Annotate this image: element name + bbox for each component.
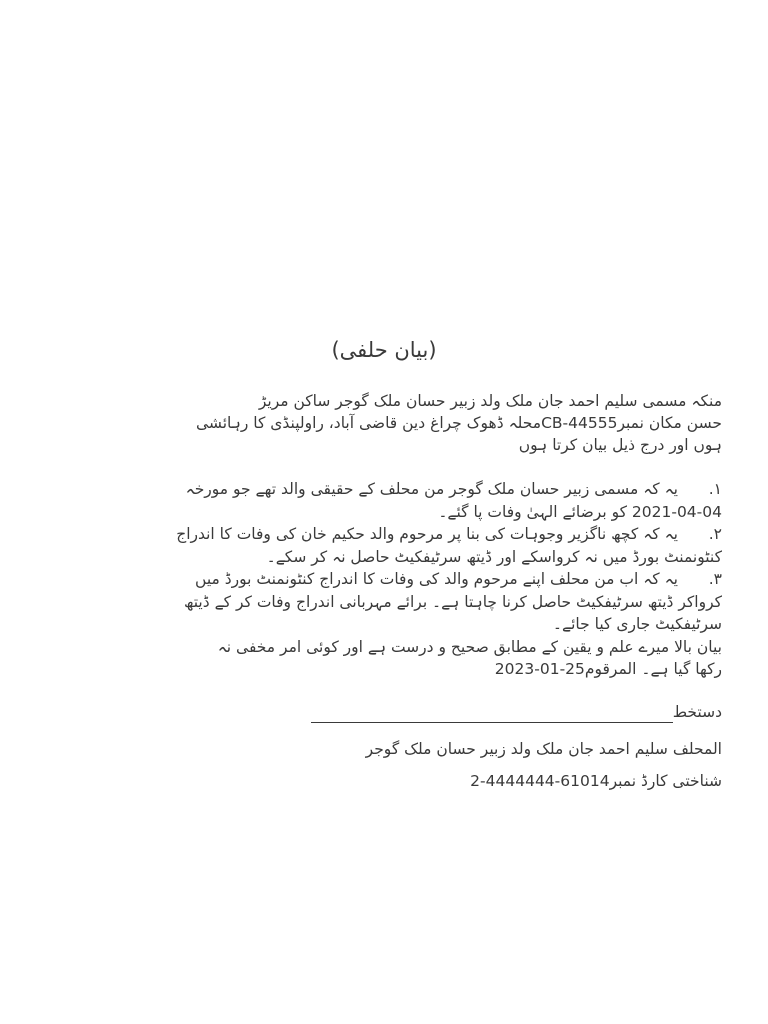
item-line: 2021-04-04 کو برضائے الہیٰ وفات پا گئے۔ [438,502,722,521]
closing-line: رکھا گیا ہے۔ المرقوم25-01-2023 [494,660,722,678]
intro-paragraph [46,390,722,456]
statement-item-2 [46,523,722,546]
item-line: سرٹیفکیٹ جاری کیا جائے۔ [552,615,722,633]
item-line: یہ کہ کچھ ناگزیر وجوہات کی بنا پر مرحوم والد حکیم خان کی وفات کا اندراج [176,525,678,543]
intro-line: حسن مکان نمبرCB-44555محلہ ڈھوک چراغ دین قاضی آباد، راولپنڈی کا رہائشی [195,414,722,432]
statement-item-1 [46,478,722,501]
id-card-number: شناختی کارڈ نمبر61014-4444444-2 [470,771,722,790]
closing-paragraph [46,636,722,681]
signature-label: دستخط [672,702,722,721]
item-line: یہ کہ مسمی زبیر حسان ملک گوجر من محلف کے حقیقی والد تھے جو مورخہ [185,480,678,498]
statement-item-3-cont [46,613,722,636]
item-line: یہ کہ اب من محلف اپنے مرحوم والد کی وفات کا اندراج کنٹونمنٹ بورڈ میں [195,570,678,588]
statement-item-3 [46,568,722,591]
intro-line: منکہ مسمی سلیم احمد جان ملک ولد زبیر حسان ملک گوجر ساکن مریڑ [258,392,722,410]
affidavit-document [46,336,722,802]
item-line: کنٹونمنٹ بورڈ میں نہ کرواسکے اور ڈیتھ سرٹیفکیٹ حاصل نہ کر سکے۔ [266,547,722,566]
signature-row [46,701,722,723]
item-number: ٢. [708,525,722,543]
statement-item-3-cont [46,591,722,614]
statement-item-1-cont [46,501,722,524]
signature-line [311,706,673,723]
closing-line: بیان بالا میرے علم و یقین کے مطابق صحیح و درست ہے اور کوئی امر مخفی نہ [217,637,722,656]
statement-list [46,478,722,636]
item-number: ٣. [708,570,722,588]
item-number: ١. [708,480,722,498]
statement-item-2-cont [46,546,722,569]
document-title: (بیان حلفی) [331,338,437,362]
deponent-name: المحلف سلیم احمد جان ملک ولد زبیر حسان ملک گوجر [365,739,722,758]
item-line: کرواکر ڈیتھ سرٹیفکیٹ حاصل کرنا چاہتا ہے۔ برائے مہربانی اندراج وفات کر کے ڈیتھ [183,592,722,611]
intro-line: ہوں اور درج ذیل بیان کرتا ہوں [518,436,722,454]
